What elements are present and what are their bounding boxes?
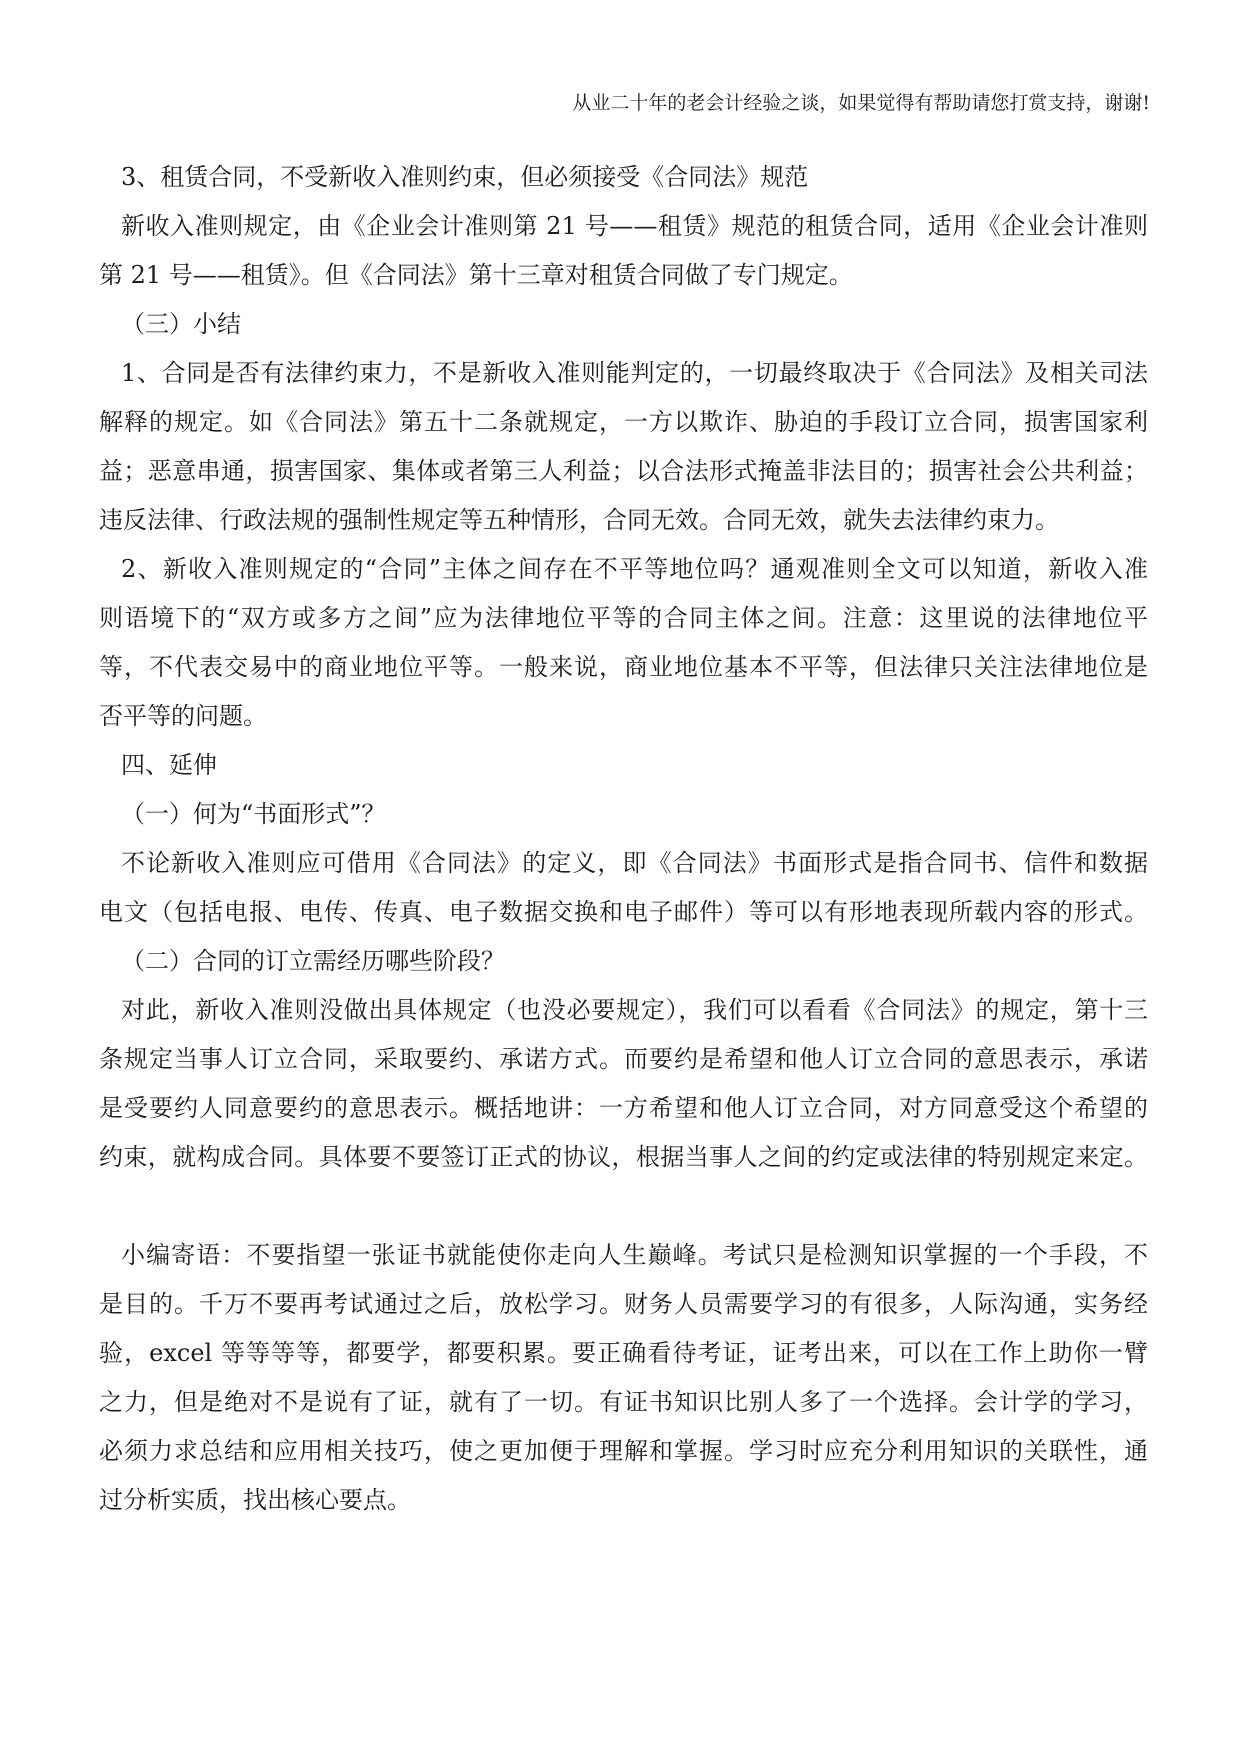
body-text-line: 2、新收入准则规定的“合同”主体之间存在不平等地位吗？通观准则全文可以知道，新收入准 [121,555,1148,583]
subsection-heading [99,790,1148,839]
body-text-line: 是目的。千万不要再考试通过之后，放松学习。财务人员需要学习的有很多，人际沟通，实务经 [99,1290,1148,1318]
body-text-line: 必须力求总结和应用相关技巧，使之更加便于理解和掌握。学习时应充分利用知识的关联性，通 [99,1437,1148,1465]
heading-text: （三）小结 [121,310,241,338]
body-text-line: 约束，就构成合同。具体要不要签订正式的协议，根据当事人之间的约定或法律的特别规定来定。 [99,1143,1148,1171]
body-text-line: 则语境下的“双方或多方之间”应为法律地位平等的合同主体之间。注意：这里说的法律地位平 [99,604,1148,632]
heading-text: （一）何为“书面形式”？ [121,800,386,828]
body-text-line: 否平等的问题。 [99,702,267,730]
editor-note-paragraph [99,1231,1148,1525]
heading-text: （二）合同的订立需经历哪些阶段？ [121,947,505,975]
lease-contract-heading [99,153,1148,202]
body-text-line: 电文（包括电报、电传、传真、电子数据交换和电子邮件）等可以有形地表现所载内容的形式。 [99,898,1148,926]
body-text-line: 不论新收入准则应可借用《合同法》的定义，即《合同法》书面形式是指合同书、信件和数据 [121,849,1148,877]
section-heading [99,741,1148,790]
body-text-line: 新收入准则规定，由《企业会计准则第 21 号——租赁》规范的租赁合同，适用《企业会计准则 [121,212,1148,240]
paragraph [99,986,1148,1182]
heading-text: 3、租赁合同，不受新收入准则约束，但必须接受《合同法》规范 [121,163,809,191]
body-text-line: 小编寄语：不要指望一张证书就能使你走向人生巅峰。考试只是检测知识掌握的一个手段，不 [121,1241,1148,1269]
subsection-heading [99,937,1148,986]
document-body [99,153,1148,1525]
paragraph [99,839,1148,937]
spacer [99,1182,1148,1231]
heading-text: 四、延伸 [121,751,217,779]
body-text-line: 1、合同是否有法律约束力，不是新收入准则能判定的，一切最终取决于《合同法》及相关司法 [121,359,1148,387]
paragraph [99,202,1148,300]
body-text-line: 解释的规定。如《合同法》第五十二条就规定，一方以欺诈、胁迫的手段订立合同，损害国家利 [99,408,1148,436]
body-text-line: 违反法律、行政法规的强制性规定等五种情形，合同无效。合同无效，就失去法律约束力。 [99,506,1059,534]
body-text-line: 条规定当事人订立合同，采取要约、承诺方式。而要约是希望和他人订立合同的意思表示，承诺 [99,1045,1148,1073]
body-text-line: 过分析实质，找出核心要点。 [99,1486,411,1514]
paragraph [99,349,1148,545]
paragraph [99,545,1148,741]
body-text-line: 验，excel 等等等等，都要学，都要积累。要正确看待考证，证考出来，可以在工作上助你一臂 [99,1339,1148,1367]
body-text-line: 益；恶意串通，损害国家、集体或者第三人利益；以合法形式掩盖非法目的；损害社会公共利益； [99,457,1148,485]
body-text-line: 之力，但是绝对不是说有了证，就有了一切。有证书知识比别人多了一个选择。会计学的学习， [99,1388,1148,1416]
body-text-line: 对此，新收入准则没做出具体规定（也没必要规定），我们可以看看《合同法》的规定，第十三 [121,996,1148,1024]
body-text-line: 是受要约人同意要约的意思表示。概括地讲：一方希望和他人订立合同，对方同意受这个希望的 [99,1094,1148,1122]
body-text-line: 第 21 号——租赁》。但《合同法》第十三章对租赁合同做了专门规定。 [99,261,853,289]
header-note: 从业二十年的老会计经验之谈，如果觉得有帮助请您打赏支持，谢谢! [572,92,1150,114]
body-text-line: 等，不代表交易中的商业地位平等。一般来说，商业地位基本不平等，但法律只关注法律地位是 [99,653,1148,681]
section-heading [99,300,1148,349]
